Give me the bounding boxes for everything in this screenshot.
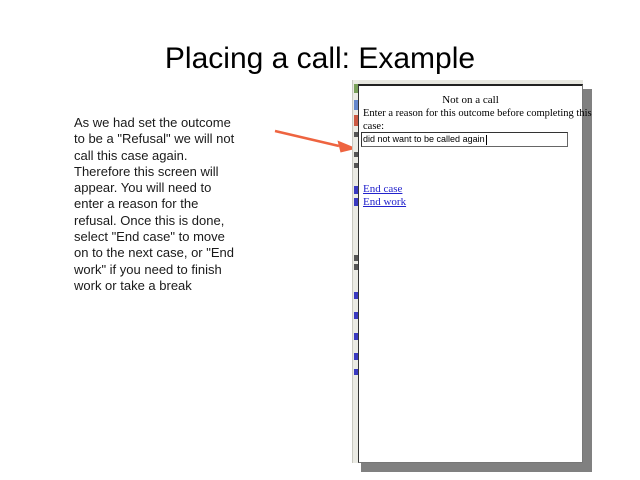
panel-heading: Not on a call [442,94,499,106]
body-line: call this case again. [74,147,188,163]
body-line: Therefore this screen will [74,163,219,179]
end-work-link[interactable]: End work [363,196,407,208]
body-line: work or take a break [74,277,192,293]
body-line: refusal. Once this is done, [74,212,225,228]
reason-input[interactable] [361,132,568,147]
not-on-a-call-panel [358,84,592,463]
text-cursor [486,135,487,145]
slide-body-text [74,115,274,294]
body-line: As we had set the outcome [74,115,231,130]
body-line: enter a reason for the [74,196,199,212]
prompt-text: Enter a reason for this outcome before completing this [363,108,592,119]
body-line: appear. You will need to [74,180,212,196]
reason-input-value: did not want to be called again [363,134,485,144]
body-line: to be a "Refusal" we will not [74,131,235,147]
end-case-link[interactable]: End case [363,183,403,195]
prompt-text-continued: case: [363,121,384,132]
body-line: work" if you need to finish [74,261,222,277]
slide-title: Placing a call: Example [164,42,476,75]
body-line: on to the next case, or "End [74,245,234,261]
body-line: select "End case" to move [74,229,225,245]
embedded-screenshot [352,80,592,463]
